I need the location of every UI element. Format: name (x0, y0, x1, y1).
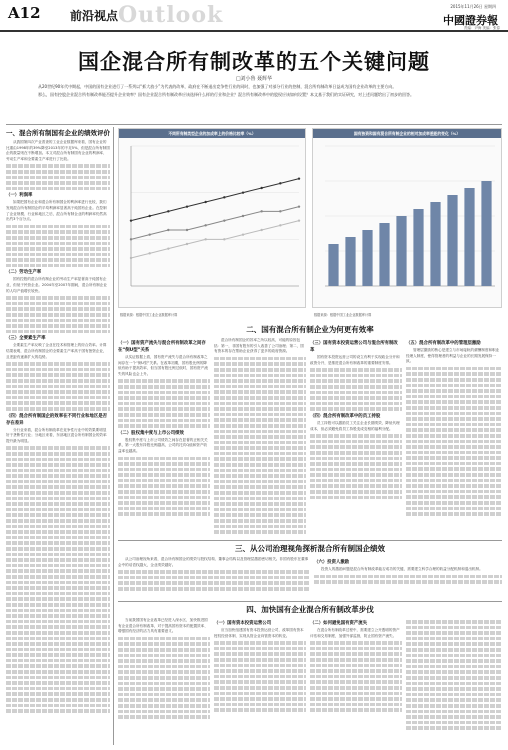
line-chart (119, 138, 305, 298)
data-point (279, 224, 281, 226)
column (406, 618, 502, 745)
paragraph: 管理层激励的核心是建立与市场接轨的薪酬制度和职业经理人制度，使得管理者的利益与企业的长期发展保持一致。 (406, 348, 500, 364)
subsection-title: （二）劳动生产率 (6, 270, 42, 276)
chart-title: 国有独资和国有混合所有制企业的相对加成率差距的变化（%） (313, 129, 501, 138)
paragraph: 股权集中度与上市公司绩效之间存在显著的正相关关系，第一大股东持股比例越高，公司的托宾Q值和资产收益率也越高。 (118, 437, 208, 453)
data-point (148, 252, 150, 254)
paragraph: 国有控股的混合所有制企业的劳动生产率显著高于纯国有企业，但低于民营企业。2004年至2007年期间，混合所有制企业的人均产值增长较快。 (6, 277, 107, 293)
paragraph: 如果把国有企业和混合所有制国企的利润率进行比较，我们发现混合所有制国企的平均利润率显著高于纯国有企业。在控制了企业规模、行业和地区之后，混合所有制企业的利润率仍然高出约3个百分点。 (6, 200, 107, 222)
data-point (130, 257, 132, 259)
series-line (131, 207, 299, 240)
subsection-title: （一）利润率 (6, 193, 33, 199)
divider (118, 540, 502, 541)
paper-name: 中國證券報 (443, 14, 498, 27)
subsection-title: （一）国有资产流失与混合所有制改革之间存在“倒U型”关系 (118, 341, 206, 353)
data-point (148, 233, 150, 235)
data-point (260, 187, 262, 189)
byline: □刘小鲁 聂辉华 (235, 76, 273, 82)
column (310, 618, 402, 745)
bar (362, 230, 372, 286)
bar (396, 216, 406, 286)
data-point (223, 219, 225, 221)
data-point (130, 219, 132, 221)
divider (6, 124, 502, 125)
paragraph: 全要素生产率反映了企业在技术和管理上的综合效率。计算结果表明，混合所有制国企的全要素生产率高于国有独资企业，且差距有逐渐扩大的趋势。 (6, 343, 107, 359)
subsection-title: （二）股权集中度与上市公司绩效 (118, 430, 184, 436)
data-point (204, 201, 206, 203)
data-point (130, 238, 132, 240)
chart-source: 数据来源：根据中国工业企业数据库计算 (314, 313, 372, 317)
bar (345, 237, 355, 286)
issue-date: 2015年11月26日 星期四 (450, 4, 496, 9)
column (314, 557, 502, 597)
paragraph: 混合所有制国企的效率之所以较高，可能的原因包括：第一，非国有股东的引入改善了公司治理；第二，国有资本的存在帮助企业获得了更多的政府资源。 (214, 338, 304, 354)
paragraph: 从公司治理视角来看，混合所有制国企的绩效与股权结构、董事会结构以及管理层激励密切相关。非国有股东在董事会中的话语权越大，企业绩效越好。 (118, 557, 309, 567)
subsection-title: （二）如何避免国有资产流失 (310, 621, 368, 626)
paragraph: 从我国第四次产业普查的工业企业数据库来看，国有企业的比重由1998年的39%降至2013年的不足5%，但是混合所有制国企的数量则在不断增加。本文对混合所有制国有企业的利润率、劳动生产率和全要素生产率进行了比较。 (6, 140, 110, 161)
bar (430, 202, 440, 286)
paragraph: 投资人的激励问题是混合所有制改革能否成功的关键，需要建立科学合理的收益分配机制和退出机制。 (321, 567, 483, 571)
column-divider (113, 127, 114, 745)
data-point (242, 215, 244, 217)
section-title: 二、国有混合所有制企业为何更有效率 (246, 325, 374, 334)
section-watermark: Outlook (118, 2, 224, 28)
lead-paragraph: 从20世纪90年代中期起，中国的国有企业进行了一系列以“抓大放小”为代表的改革，政府在不断退出竞争性行业的同时，也加强了对部分行业的控制，混合所有制改革日益成为国有企业改革的主要方向。 (38, 84, 397, 89)
paragraph: 分行业来看，混合所有制改革在竞争性行业中的效果要明显好于垄断性行业；分地区来看，东部地区混合所有制国企的效率提升最为明显。 (6, 427, 107, 443)
data-point (186, 243, 188, 245)
bar-chart (313, 138, 501, 298)
paragraph: 员工持股可以激励员工关注企业长期绩效，降低代理成本，但必须避免将员工持股变成变相的福利分配。 (310, 420, 400, 431)
section-name: 前沿视点 (70, 9, 119, 23)
headline: 国企混合所有制改革的五个关键问题 (78, 50, 430, 74)
data-point (242, 233, 244, 235)
column (118, 557, 310, 597)
data-point (167, 229, 169, 231)
editor-credit: 责编：尹海 美编：张春 (463, 26, 500, 30)
data-point (260, 229, 262, 231)
data-point (167, 210, 169, 212)
section-title: 一、混合所有制国有企业的绩效评价 (6, 129, 110, 137)
subsection-title: （四）混合所有制国企的效率在不同行业和地区是否存在差异 (6, 413, 107, 426)
data-point (167, 247, 169, 249)
subsection-title: （三）全要素生产率 (6, 336, 46, 342)
subsection-title: （三）国有资本投资运营公司与混合所有制改革 (310, 341, 398, 353)
column-left (6, 127, 110, 745)
data-point (204, 224, 206, 226)
paragraph: 在混合所有制改革过程中，需要建立公开透明的资产评估和交易制度，加强外部监督，防止国有资产流失。 (310, 628, 400, 638)
data-point (223, 238, 225, 240)
bar (464, 188, 474, 286)
column (118, 618, 210, 745)
series-line (131, 179, 299, 221)
data-point (223, 196, 225, 198)
data-point (186, 229, 188, 231)
page-number: A12 (8, 4, 41, 22)
data-point (148, 215, 150, 217)
subsection-title: （一）国有资本投资运营公司 (214, 621, 272, 626)
data-point (204, 238, 206, 240)
chart-right (312, 128, 502, 308)
bar (481, 181, 491, 286)
data-point (279, 182, 281, 184)
lead-paragraph: 那么，国有控股企业混合所有制改革能否提升企业效率？国有企业混合所有制改革应该选择什么样的行业和企业？混合所有制改革中的股权应该如何设置？本文基于我们的实证研究，对上述问题给出了初步的回答。 (38, 91, 414, 97)
paragraph: 从实证数据上看，国有资产流失与混合所有制改革之间存在一个“倒U型”关系。在改革初期，国有股比例的降低有助于提高效率，但当国有股比例过低时，国有资产流失的风险也会上升。 (118, 355, 208, 376)
paragraph: 国有资本投资运营公司的设立有利于实现政企分开和政资分开，是推进混合所有制改革的重要制度安排。 (310, 355, 400, 365)
paragraph: 当前我国国有企业改革已经进入深水区，加快推进国有企业混合所有制改革，对于提高国有资本的配置效率、增强国有经济的活力具有重要意义。 (118, 618, 208, 634)
data-point (279, 210, 281, 212)
bar (328, 244, 338, 286)
bar (379, 223, 389, 286)
data-point (186, 205, 188, 207)
bar (413, 209, 423, 286)
divider (118, 601, 502, 602)
subsection-title: （五）混合所有制改革中的管理层激励 (406, 341, 481, 346)
data-point (260, 210, 262, 212)
data-point (298, 219, 300, 221)
data-point (298, 177, 300, 179)
column (214, 618, 306, 745)
paragraph: 应当加快组建国有资本投资运营公司，改革国有资本授权经营体制，实现从管企业向管资本的转变。 (214, 628, 304, 638)
data-point (242, 191, 244, 193)
lead-paragraphs (30, 84, 478, 99)
chart-title: 不同所有制类型企业的加成率上的价格比较率（%） (119, 129, 305, 138)
masthead (0, 0, 508, 32)
section-title: 四、加快国有企业混合所有制改革步伐 (246, 605, 374, 614)
subsection-title: （四）混合所有制改革中的员工持股 (310, 413, 381, 419)
chart-left (118, 128, 306, 308)
bar (447, 195, 457, 286)
subsection-title: （六）投资人激励 (314, 560, 350, 565)
section-title: 三、从公司治理视角探析混合所有制国企绩效 (235, 544, 385, 553)
data-point (298, 205, 300, 207)
chart-source: 数据来源：根据中国工业企业数据库计算 (120, 313, 178, 317)
